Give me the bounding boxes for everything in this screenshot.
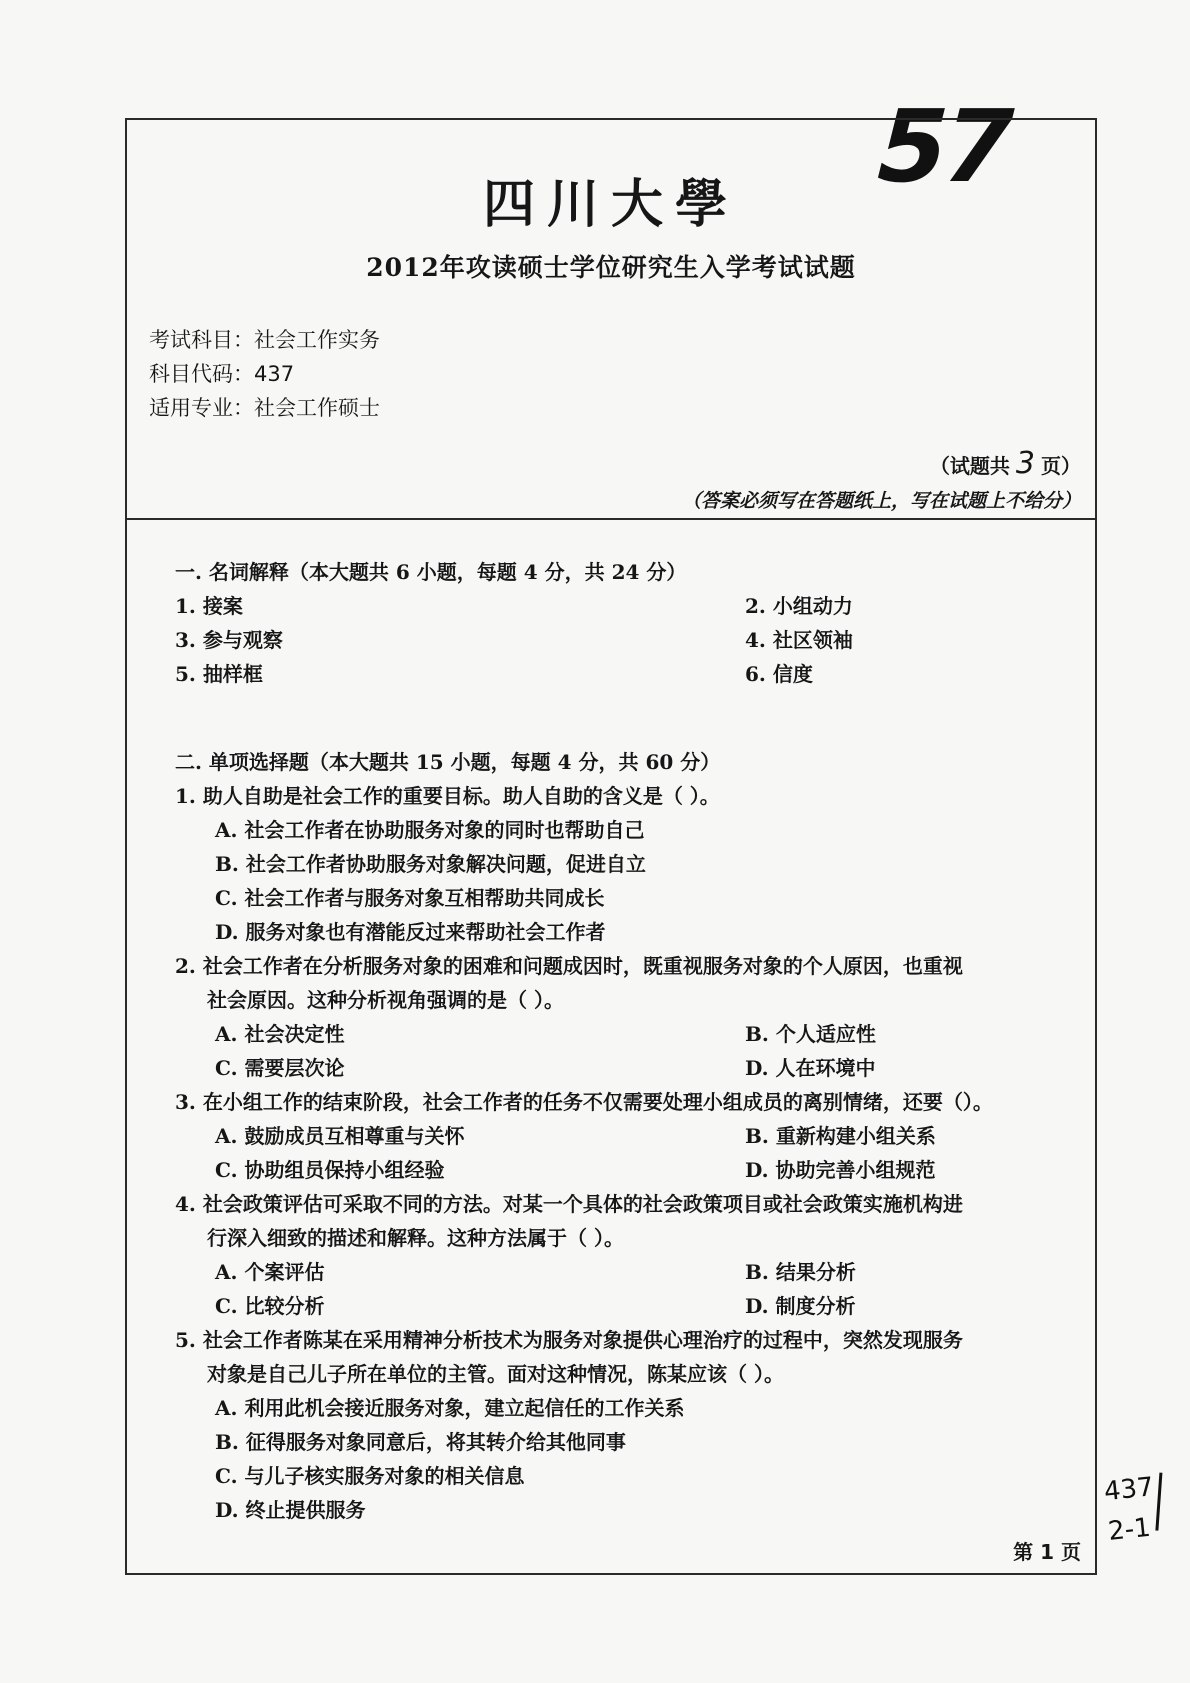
question-3-option-a: A. 鼓励成员互相尊重与关怀 xyxy=(215,1124,465,1148)
page-number: 第 1 页 xyxy=(1013,1540,1081,1564)
handwritten-side-annotation xyxy=(1102,1464,1190,1552)
page-count-suffix: 页） xyxy=(1041,454,1081,478)
exam-header xyxy=(127,120,1095,520)
question-2-options-row xyxy=(175,1017,1075,1051)
question-4-option-a: A. 个案评估 xyxy=(215,1260,325,1284)
applicable-major: 适用专业：社会工作硕士 xyxy=(149,396,380,420)
question-4-option-b: B. 结果分析 xyxy=(745,1260,856,1284)
term-item: 3. 参与观察 xyxy=(175,628,283,652)
page-count-prefix: （试题共 xyxy=(929,454,1010,478)
question-3-options-row xyxy=(175,1119,1075,1153)
subject-code: 科目代码：437 xyxy=(149,362,295,386)
term-item: 5. 抽样框 xyxy=(175,662,263,686)
question-2-option-b: B. 个人适应性 xyxy=(745,1022,876,1046)
university-logo: 四川大學 xyxy=(482,174,739,235)
question-4-options-row xyxy=(175,1289,1075,1323)
question-1-text: 1. 助人自助是社会工作的重要目标。助人自助的含义是（ ）。 xyxy=(175,784,720,808)
question-2-text: 2. 社会工作者在分析服务对象的困难和问题成因时，既重视服务对象的个人原因，也重视 xyxy=(175,954,963,978)
term-item: 4. 社区领袖 xyxy=(745,628,853,652)
question-4-options-row xyxy=(175,1255,1075,1289)
question-5-option-a: A. 利用此机会接近服务对象，建立起信任的工作关系 xyxy=(215,1396,685,1420)
question-2-text-cont: 社会原因。这种分析视角强调的是（ ）。 xyxy=(207,988,564,1012)
term-row xyxy=(175,623,1075,657)
exam-page-frame xyxy=(125,118,1097,1575)
exam-title: 2012年攻读硕士学位研究生入学考试试题 xyxy=(366,253,856,282)
question-4-text: 4. 社会政策评估可采取不同的方法。对某一个具体的社会政策项目或社会政策实施机构进 xyxy=(175,1192,963,1216)
question-5-option-c: C. 与儿子核实服务对象的相关信息 xyxy=(215,1464,525,1488)
question-1-option-b: B. 社会工作者协助服务对象解决问题，促进自立 xyxy=(215,852,646,876)
answer-instruction: （答案必须写在答题纸上，写在试题上不给分） xyxy=(681,490,1081,512)
question-5-text-cont: 对象是自己儿子所在单位的主管。面对这种情况，陈某应该（ ）。 xyxy=(207,1362,784,1386)
question-3-options-row xyxy=(175,1153,1075,1187)
question-3-option-b: B. 重新构建小组关系 xyxy=(745,1124,936,1148)
handwritten-page: 2-1 xyxy=(1106,1512,1153,1547)
section2-heading: 二. 单项选择题（本大题共 15 小题，每题 4 分，共 60 分） xyxy=(175,750,721,774)
question-1-option-a: A. 社会工作者在协助服务对象的同时也帮助自己 xyxy=(215,818,645,842)
question-4-option-d: D. 制度分析 xyxy=(745,1294,856,1318)
page-count-value: 3 xyxy=(1015,446,1035,481)
question-4-text-cont: 行深入细致的描述和解释。这种方法属于（ ）。 xyxy=(207,1226,624,1250)
question-5-option-b: B. 征得服务对象同意后，将其转介给其他同事 xyxy=(215,1430,626,1454)
question-1-option-c: C. 社会工作者与服务对象互相帮助共同成长 xyxy=(215,886,605,910)
section1-heading: 一. 名词解释（本大题共 6 小题，每题 4 分，共 24 分） xyxy=(175,560,687,584)
question-1-option-d: D. 服务对象也有潜能反过来帮助社会工作者 xyxy=(215,920,606,944)
handwritten-number-57: 57 xyxy=(863,88,1024,205)
question-2-option-c: C. 需要层次论 xyxy=(215,1056,345,1080)
handwritten-code: 437 xyxy=(1102,1472,1156,1508)
question-2-option-a: A. 社会决定性 xyxy=(215,1022,345,1046)
page-count-note xyxy=(930,446,1081,481)
term-row xyxy=(175,657,1075,691)
question-3-option-c: C. 协助组员保持小组经验 xyxy=(215,1158,445,1182)
question-2-option-d: D. 人在环境中 xyxy=(745,1056,876,1080)
exam-subject: 考试科目：社会工作实务 xyxy=(149,328,380,352)
question-3-text: 3. 在小组工作的结束阶段，社会工作者的任务不仅需要处理小组成员的离别情绪，还要（）。 xyxy=(175,1090,993,1114)
question-2-options-row xyxy=(175,1051,1075,1085)
exam-body xyxy=(175,555,1075,1527)
question-5-text: 5. 社会工作者陈某在采用精神分析技术为服务对象提供心理治疗的过程中，突然发现服务 xyxy=(175,1328,963,1352)
question-3-option-d: D. 协助完善小组规范 xyxy=(745,1158,936,1182)
term-item: 2. 小组动力 xyxy=(745,594,853,618)
term-item: 1. 接案 xyxy=(175,594,243,618)
question-4-option-c: C. 比较分析 xyxy=(215,1294,325,1318)
question-5-option-d: D. 终止提供服务 xyxy=(215,1498,366,1522)
term-row xyxy=(175,589,1075,623)
term-item: 6. 信度 xyxy=(745,662,813,686)
